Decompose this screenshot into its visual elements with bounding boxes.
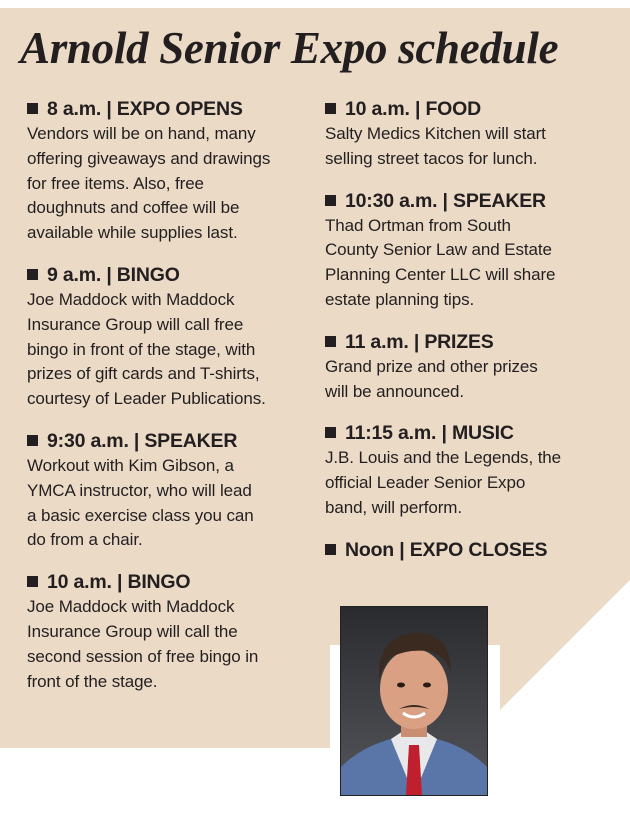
square-bullet-icon xyxy=(27,103,38,114)
schedule-item-heading xyxy=(325,420,615,446)
item-description: J.B. Louis and the Legends, the official Leader Senior Expo band, will perform. xyxy=(325,448,562,517)
item-time: 8 a.m. xyxy=(47,98,102,120)
item-description: Thad Ortman from South County Senior Law and Estate Planning Center LLC will share estate planning tips. xyxy=(325,215,556,309)
schedule-item-heading xyxy=(325,96,615,122)
schedule-item xyxy=(325,188,615,313)
schedule-item xyxy=(27,569,327,694)
item-time: 10 a.m. xyxy=(345,98,410,120)
item-time: 9 a.m. xyxy=(47,263,102,286)
schedule-item-heading xyxy=(27,96,327,122)
schedule-item-heading xyxy=(325,329,615,355)
schedule-item-heading xyxy=(27,262,327,288)
schedule-left-column xyxy=(27,96,327,710)
schedule-item xyxy=(27,262,327,412)
schedule-item xyxy=(325,329,615,405)
schedule-item xyxy=(325,96,615,172)
item-time: Noon xyxy=(345,538,395,561)
schedule-right-column xyxy=(325,96,615,579)
item-description: Joe Maddock with Maddock Insurance Group will call the second session of free bingo in front of the stage. xyxy=(27,597,259,691)
schedule-item-heading xyxy=(325,537,615,563)
separator: | xyxy=(133,429,140,452)
item-description: Grand prize and other prizes will be announced. xyxy=(325,356,538,401)
separator: | xyxy=(413,330,420,353)
item-time: 11:15 a.m. xyxy=(345,422,437,445)
item-description: Vendors will be on hand, many offering giveaways and drawings for free items. Also, free doughnuts and coffee will be available while supplies last. xyxy=(27,124,271,243)
separator: | xyxy=(106,98,112,120)
separator: | xyxy=(399,538,405,561)
square-bullet-icon xyxy=(325,103,336,114)
separator: | xyxy=(414,98,421,120)
item-label: EXPO CLOSES xyxy=(409,538,548,561)
square-bullet-icon xyxy=(325,195,336,206)
square-bullet-icon xyxy=(325,544,336,555)
square-bullet-icon xyxy=(27,269,38,280)
item-description: Workout with Kim Gibson, a YMCA instructor, who will lead a basic exercise class you can do from a chair. xyxy=(27,455,254,550)
schedule-item-heading xyxy=(27,569,327,595)
schedule-item-heading xyxy=(325,188,615,214)
square-bullet-icon xyxy=(325,336,336,347)
schedule-item xyxy=(27,96,327,246)
schedule-item xyxy=(325,537,615,563)
separator: | xyxy=(441,422,447,445)
square-bullet-icon xyxy=(27,576,38,587)
item-description: Salty Medics Kitchen will start selling street tacos for lunch. xyxy=(325,124,546,168)
item-label: BINGO xyxy=(127,571,191,594)
square-bullet-icon xyxy=(27,435,38,446)
item-label: BINGO xyxy=(116,263,180,286)
schedule-item xyxy=(325,420,615,520)
speaker-photo xyxy=(340,606,488,796)
item-label: SPEAKER xyxy=(144,429,238,452)
separator: | xyxy=(442,189,448,212)
schedule-item-heading xyxy=(27,428,327,454)
item-time: 10 a.m. xyxy=(47,571,112,594)
separator: | xyxy=(106,263,112,286)
item-label: FOOD xyxy=(425,98,481,120)
item-label: MUSIC xyxy=(451,422,514,445)
separator: | xyxy=(116,571,123,594)
item-label: SPEAKER xyxy=(453,189,546,212)
item-time: 9:30 a.m. xyxy=(47,429,129,452)
item-description: Joe Maddock with Maddock Insurance Group will call free bingo in front of the stage, with prizes of gift cards and T-shirts, courtesy of Leader Publications. xyxy=(27,289,266,409)
portrait-image xyxy=(341,607,487,795)
schedule-item xyxy=(27,428,327,553)
item-time: 10:30 a.m. xyxy=(345,189,438,212)
page-title: Arnold Senior Expo schedule xyxy=(20,23,559,73)
item-label: EXPO OPENS xyxy=(116,98,243,120)
item-label: PRIZES xyxy=(424,330,494,353)
item-time: 11 a.m. xyxy=(345,330,409,353)
square-bullet-icon xyxy=(325,427,336,438)
